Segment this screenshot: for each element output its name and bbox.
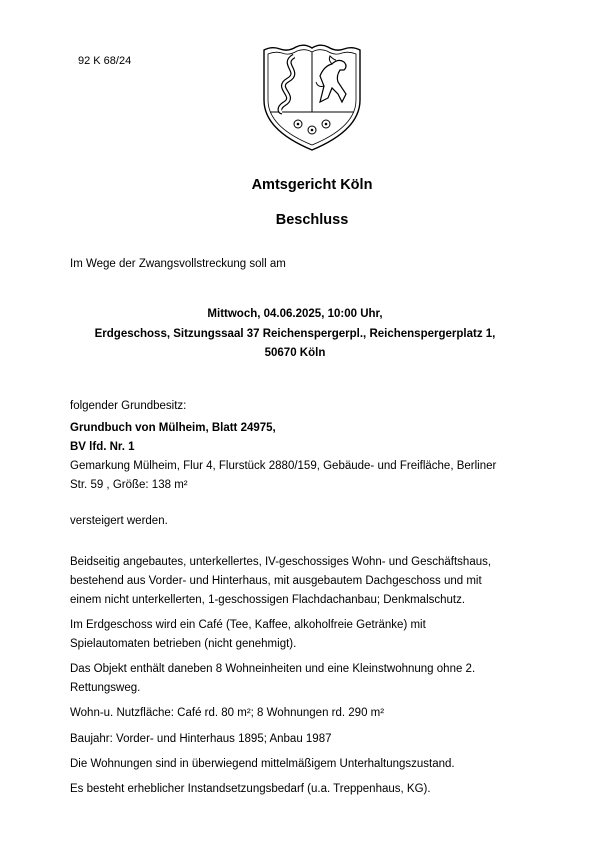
appointment-location: Erdgeschoss, Sitzungssaal 37 Reichenspergerpl., Reichenspergerplatz 1,: [94, 328, 496, 340]
details-p1-line2: bestehend aus Vorder- und Hinterhaus, mit ausgebautem Dachgeschoss und mit: [70, 575, 482, 587]
court-title: Amtsgericht Köln: [251, 177, 373, 193]
details-p2-line1: Im Erdgeschoss wird ein Café (Tee, Kaffee, alkoholfreie Getränke) mit: [70, 619, 426, 631]
details-p3-line1: Das Objekt enthält daneben 8 Wohneinheiten und eine Kleinstwohnung ohne 2.: [70, 663, 476, 675]
nrw-coat-of-arms-icon: [258, 42, 366, 152]
details-construction-year: Baujahr: Vorder- und Hinterhaus 1895; Anbau 1987: [70, 733, 332, 745]
property-lead: folgender Grundbesitz:: [70, 400, 187, 412]
details-condition: Die Wohnungen sind in überwiegend mittelmäßigem Unterhaltungszustand.: [70, 758, 455, 770]
appointment-date-time: Mittwoch, 04.06.2025, 10:00 Uhr,: [207, 308, 383, 320]
inventory-item: BV lfd. Nr. 1: [70, 441, 135, 453]
document-type-title: Beschluss: [275, 212, 349, 228]
property-description-line2: Str. 59 , Größe: 138 m²: [70, 479, 188, 491]
details-p1-line1: Beidseitig angebautes, unterkellertes, IV-geschossiges Wohn- und Geschäftshaus,: [70, 556, 492, 568]
intro-text: Im Wege der Zwangsvollstreckung soll am: [70, 258, 286, 270]
land-register: Grundbuch von Mülheim, Blatt 24975,: [70, 422, 276, 434]
details-living-area: Wohn-u. Nutzfläche: Café rd. 80 m²; 8 Wohnungen rd. 290 m²: [70, 707, 385, 719]
details-p1-line3: einem nicht unterkellerten, 1-geschossigen Flachdachanbau; Denkmalschutz.: [70, 594, 466, 606]
appointment-city: 50670 Köln: [264, 347, 326, 359]
property-description-line1: Gemarkung Mülheim, Flur 4, Flurstück 2880/159, Gebäude- und Freifläche, Berliner: [70, 460, 497, 472]
details-renovation-need: Es besteht erheblicher Instandsetzungsbedarf (u.a. Treppenhaus, KG).: [70, 783, 431, 795]
case-number: 92 K 68/24: [78, 55, 132, 67]
details-p3-line2: Rettungsweg.: [70, 682, 141, 694]
details-p2-line2: Spielautomaten betrieben (nicht genehmigt).: [70, 638, 297, 650]
auction-phrase: versteigert werden.: [70, 515, 168, 527]
